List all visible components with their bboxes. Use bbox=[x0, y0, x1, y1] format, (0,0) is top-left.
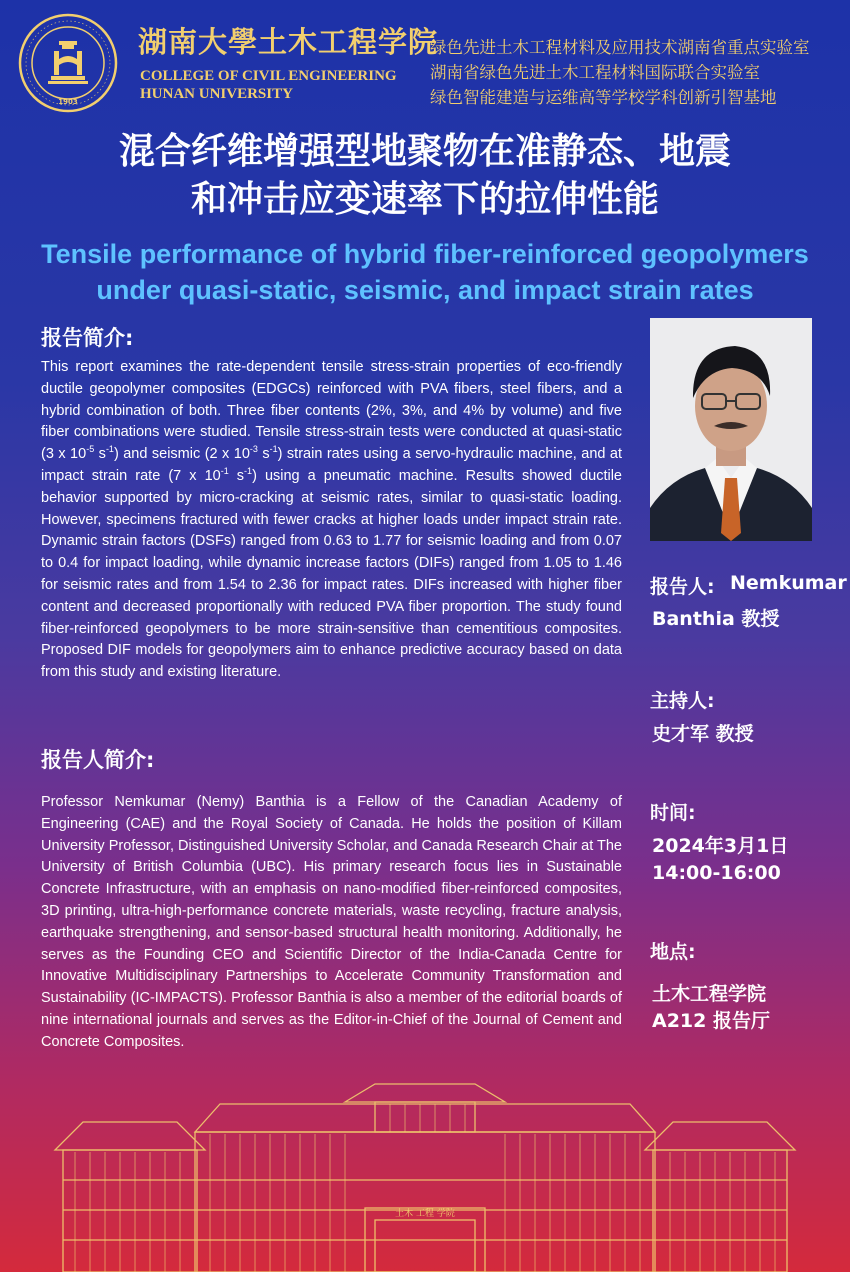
college-name-en bbox=[140, 67, 397, 103]
title-en-line2: under quasi-static, seismic, and impact strain rates bbox=[96, 275, 754, 305]
host-name: 史才军 教授 bbox=[652, 723, 754, 745]
building-sign: 土木 工程 学院 bbox=[395, 1209, 455, 1219]
college-en-line1: COLLEGE OF CIVIL ENGINEERING bbox=[140, 68, 397, 84]
event-time: 14:00-16:00 bbox=[652, 862, 781, 884]
speaker-name-line1: Nemkumar bbox=[730, 572, 847, 594]
title-cn-line1: 混合纤维增强型地聚物在准静态、地震 bbox=[118, 131, 731, 172]
abstract-text: This report examines the rate-dependent tensile stress-strain properties of eco-friendly ductile geopolymer composites (EDGCs) reinforced with PVA fibers, steel fibers, and a hybrid combination of both. Three fiber contents (2%, 3%, and 4% by volume) and five fiber combinations were studied. Tensile stress-strain tests were conducted at quasi-static (3 x $10^{-5}$ $s^{-1}$) and seismic (2 x $10^{-3}$ $s^{-1}$) strain rates using a servo-hydraulic machine, and at impact strain rate (7 x $10^{-1}$ $s^{-1}$) using a pneumatic machine. Results showed ductile behavior supported by micro-cracking at seismic rates, similar to quasi-static loading. However, specimens fractured with fewer cracks at higher loads under impact strain rate. Dynamic strain factors (DSFs) ranged from 0.63 to 1.77 for seismic loading and from 0.07 to 0.4 for impact loading, while dynamic increase factors (DIFs) ranged from 1.05 to 1.46 for seismic rates and from 1.54 to 2.36 for impact rates. DIFs increased with higher fiber content and decreased proportionally with reduced PVA fiber proportion. The study found fiber-reinforced geopolymers to be more strain-sensitive than cementitious composites. Proposed DIF models for geopolymers aim to enhance predictive accuracy based on data from this study and existing literature. bbox=[41, 359, 623, 681]
speaker-photo bbox=[650, 318, 812, 541]
college-name-cn: 湖南大學土木工程学院 bbox=[138, 25, 439, 59]
lab-item: 湖南省绿色先进土木工程材料国际联合实验室 bbox=[430, 63, 760, 82]
university-logo bbox=[18, 13, 118, 113]
time-label: 时间: bbox=[650, 802, 696, 824]
host-label: 主持人: bbox=[650, 690, 715, 712]
logo-year: 1903 bbox=[58, 98, 78, 106]
title-chinese bbox=[0, 128, 850, 224]
lab-list bbox=[430, 35, 810, 110]
title-cn-line2: 和冲击应变速率下的拉伸性能 bbox=[190, 179, 659, 220]
event-date: 2024年3月1日 bbox=[652, 835, 789, 857]
college-en-line2: HUNAN UNIVERSITY bbox=[140, 86, 293, 102]
place-label: 地点: bbox=[650, 941, 696, 963]
place-line1: 土木工程学院 bbox=[652, 983, 767, 1005]
speaker-label: 报告人: bbox=[650, 576, 715, 598]
bio-heading: 报告人简介: bbox=[41, 748, 155, 772]
bio-text: Professor Nemkumar (Nemy) Banthia is a Fellow of the Canadian Academy of Engineering (CAE) and the Royal Society of Canada. He holds the position of Killam University Professor, Distinguished University Scholar, and Canada Research Chair at The University of British Columbia (UBC). His primary research focus lies in Sustainable Concrete Infrastructure, with an emphasis on nano-modified fiber-reinforced composites, 3D printing, ultra-high-performance concrete materials, waste recycling, fracture analysis, earthquake strengthening, and sensor-based structural health monitoring. Additionally, he serves as the Founding CEO and Scientific Director of the India-Canada Centre for Innovative Multidisciplinary Partnerships to Accelerate Community Transformation and Sustainability (IC-IMPACTS). Professor Banthia is also a member of the editorial boards of nine international journals and serves as the Editor-in-Chief of the Journal of Cement and Concrete Composites. bbox=[41, 794, 622, 1050]
title-english bbox=[0, 236, 850, 308]
abstract-heading: 报告简介: bbox=[41, 326, 134, 350]
title-en-line1: Tensile performance of hybrid fiber-reinforced geopolymers bbox=[41, 239, 809, 269]
building-illustration bbox=[45, 1080, 805, 1272]
lab-item: 绿色先进土木工程材料及应用技术湖南省重点实验室 bbox=[430, 38, 810, 57]
place-line2: A212 报告厅 bbox=[652, 1010, 770, 1032]
lab-item: 绿色智能建造与运维高等学校学科创新引智基地 bbox=[430, 88, 777, 107]
speaker-name-line2: Banthia 教授 bbox=[652, 608, 780, 630]
